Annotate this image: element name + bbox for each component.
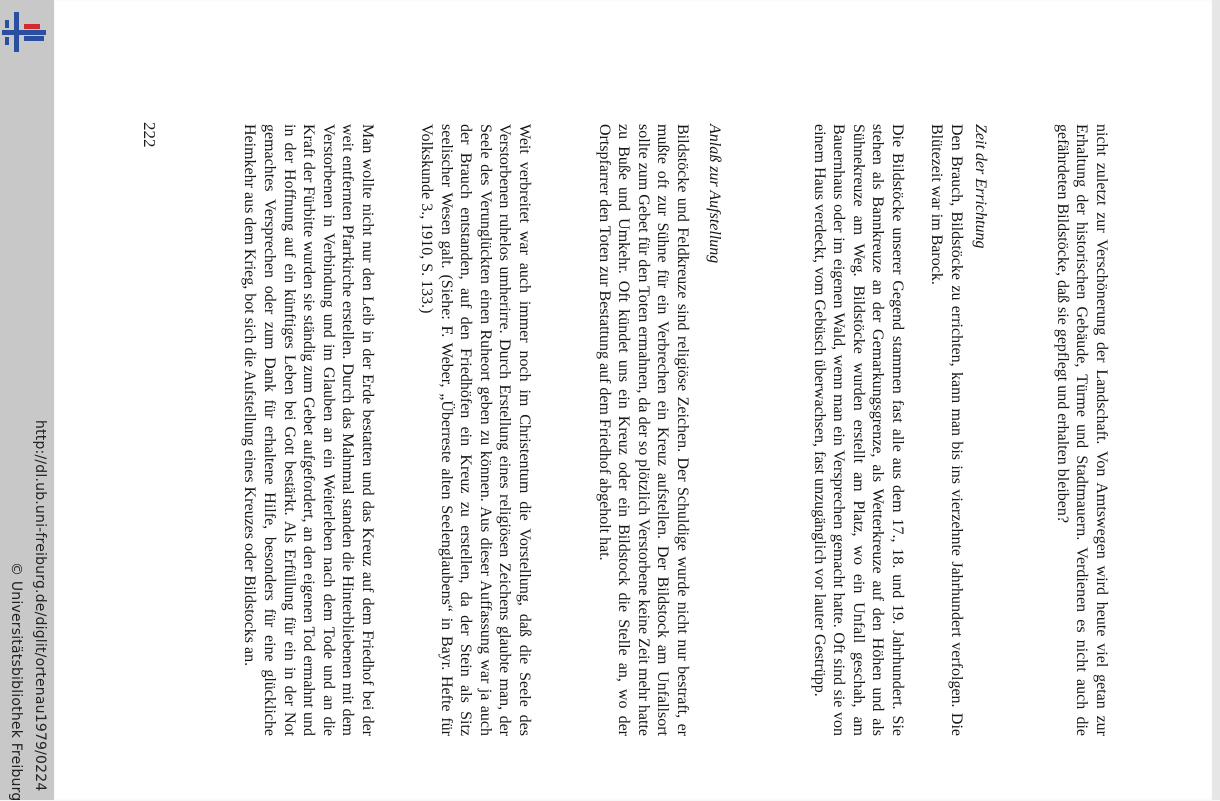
page-number: 222 <box>140 122 159 148</box>
heading-anlass-zur-aufstellung: Anlaß zur Aufstellung <box>706 124 723 264</box>
section-2-paragraph-3: Man wollte nicht nur den Leib in der Erde bestatten und das Kreuz auf dem Friedhof bei der weit entfernten Pfarrkirche erstellen. Durch das Mahnmal standen die Hinterbliebenen mit dem Verstorbenen in Verbindung und im Glauben an ein Weiterleben nach dem Tode und an die Kraft der Fürbitte wurden sie ständig zum Gebet aufgefordert, an den eigenen Tod ermahnt und in der Hoffnung auf ein künftiges Leben bei Gott bestärkt. Als Erfüllung für ein in der Not gemachtes Versprechen oder zum Dank für erhaltene Hilfe, besonders für eine glückliche Heimkehr aus dem Krieg, bot sich die Aufstellung eines Kreuzes oder Bildstocks an. <box>241 124 376 736</box>
copyright-notice: © Universitätsbibliothek Freiburg <box>8 562 24 801</box>
intro-paragraph: nicht zuletzt zur Verschönerung der Landschaft. Von Amtswegen wird heute viel getan zur Erhaltung der historischen Gebäude, Türme und Stadtmauern. Verdienen es nicht auch die gefährdeten Bildstöcke, daß sie gepflegt und erhalten bleiben? <box>1053 124 1110 736</box>
section-1-paragraph-1: Den Brauch, Bildstöcke zu errichten, kann man bis ins vierzehnte Jahrhundert verfolgen. Die Blütezeit war im Barock. <box>928 124 965 736</box>
heading-zeit-der-errichtung: Zeit der Errichtung <box>972 124 989 249</box>
source-url[interactable]: http://dl.ub.uni-freiburg.de/diglit/ortenau1979/0224 <box>32 420 48 792</box>
right-margin-bar <box>1212 0 1220 800</box>
section-1-paragraph-2: Die Bildstöcke unserer Gegend stammen fast alle aus dem 17., 18. und 19. Jahrhundert. Sie stehen als Bannkreuze an der Gemarkungsgrenze, als Wetterkreuze auf den Höhen und als Sühnekreuze am Weg. Bildstöcke wurden erstellt am Platz, wo ein Unfall geschah, am Bauernhaus oder im eigenen Wald, wenn man ein Versprechen gemacht hatte. Oft sind sie von einem Haus verdeckt, vom Gebüsch überwachsen, fast unzugänglich vor lauter Gestrüpp. <box>810 124 906 736</box>
left-sidebar <box>0 0 54 800</box>
section-2-paragraph-1: Bildstöcke und Feldkreuze sind religiöse Zeichen. Der Schuldige wurde nicht nur bestraft, er mußte oft zur Sühne für ein Verbrechen ein Kreuz aufstellen. Der Bildstock am Unfallsort sollte zum Gebet für den Toten ermahnen, da der so plötzlich Verstorbene keine Zeit mehr hatte zu Buße und Umkehr. Oft kündet uns ein Kreuz oder ein Bildstock die Stelle an, wo der Ortspfarrer den Toten zur Bestattung auf dem Friedhof abgeholt hat. <box>595 124 691 736</box>
university-library-logo-icon[interactable] <box>2 12 46 52</box>
section-2-paragraph-2: Weit verbreitet war auch immer noch im Christentum die Vorstellung, daß die Seele des Verstorbenen ruhelos umherirre. Durch Erstellung eines religiösen Zeichens glaubte man, der Seele des Verunglückten einen Ruheort geben zu können. Aus dieser Auffassung war ja auch der Brauch entstanden, auf den Friedhöfen ein Kreuz zu erstellen, da der Stein als Sitz seelischer Wesen galt. (Siehe: F. Weber, „Überreste alten Seelenglaubens“ in Bayr. Hefte für Volkskunde 3., 1910, S. 133.) <box>418 124 533 736</box>
